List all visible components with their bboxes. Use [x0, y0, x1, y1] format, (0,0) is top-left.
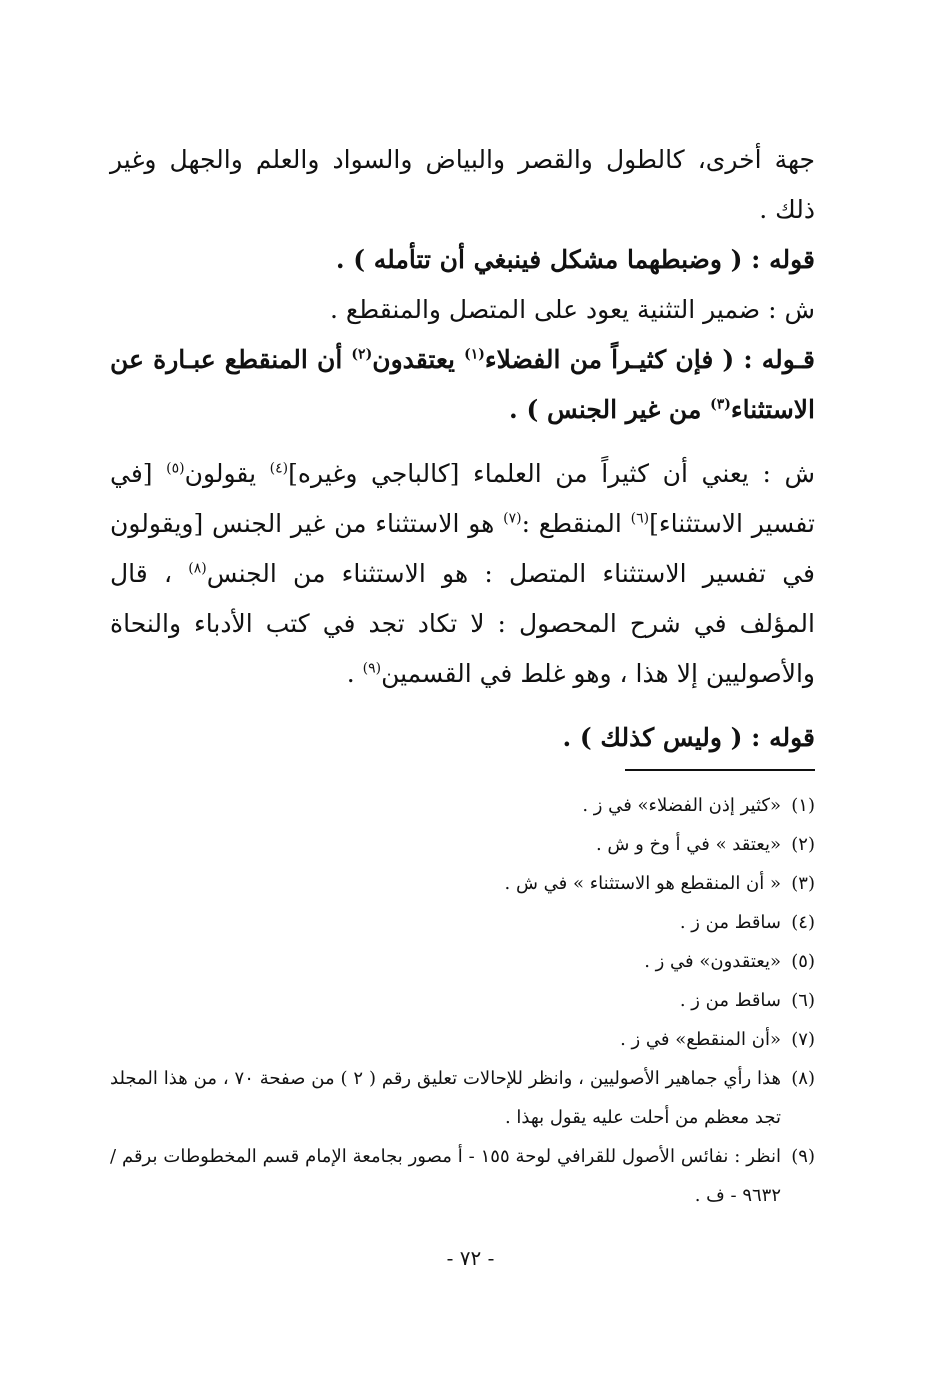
footnote-text: «يعتقد » في أ وخ و ش . [595, 834, 781, 855]
footnote-number: (٦) [791, 990, 815, 1011]
footnote-ref-4: (٤) [269, 460, 289, 477]
footnote-text: ساقط من ز . [679, 990, 781, 1011]
footnote-8 [110, 1059, 815, 1137]
footnote-7 [110, 1020, 815, 1059]
footnote-3 [110, 864, 815, 903]
footnote-ref-6: (٦) [630, 510, 650, 527]
quote-paragraph-4 [110, 335, 815, 435]
footnote-ref-9: (٩) [362, 660, 382, 677]
p5-text-c: [في تفسير الاستثناء] [110, 459, 815, 538]
footnote-text: «كثير إذن الفضلاء» في ز . [582, 795, 781, 816]
footnote-ref-5: (٥) [166, 460, 185, 477]
footnotes-list [110, 786, 815, 1215]
footnote-text: انظر : نفائس الأصول للقرافي لوحة ١٥٥ - أ مصور بجامعة الإمام قسم المخطوطات برقم / ٩٦٣٢ - ف . [110, 1146, 781, 1206]
main-text [110, 135, 815, 763]
p4-text-d: من غير الجنس ) . [509, 395, 711, 424]
footnote-ref-3: (٣) [710, 396, 731, 413]
footnote-text: «يعتقدون» في ز . [644, 951, 781, 972]
p4-text-c: أن المنقطع عبـارة عن الاستثناء [110, 345, 815, 424]
footnote-ref-2: (٢) [351, 346, 373, 363]
page-number: - ٧٢ - [446, 1246, 495, 1270]
footnote-number: (١) [791, 795, 815, 816]
p4-text-b: يعتقدون [372, 345, 465, 374]
quote-heading-1: قوله : ( وضبطهما مشكل فينبغي أن تتأمله ) . [335, 245, 815, 274]
p5-text-b: يقولون [184, 459, 270, 488]
paragraph-1: جهة أخرى، كالطول والقصر والبياض والسواد والعلم والجهل وغير ذلك . [110, 145, 815, 224]
footnote-text: « أن المنقطع هو الاستثناء » في ش . [504, 873, 781, 894]
footnote-ref-8: (٨) [188, 560, 207, 577]
footnote-5 [110, 942, 815, 981]
p4-text-a: قـوله : ( فإن كثيـراً من الفضلاء [484, 345, 815, 374]
footnote-number: (٥) [791, 951, 815, 972]
footnote-number: (٢) [791, 834, 815, 855]
footnote-separator [625, 769, 815, 771]
p5-text-a: ش : يعني أن كثيراً من العلماء [كالباجي وغيره] [288, 459, 816, 488]
footnote-number: (٩) [791, 1146, 815, 1167]
footnote-1 [110, 786, 815, 825]
p5-text-d: المنقطع : [521, 509, 631, 538]
footnote-text: هذا رأي جماهير الأصوليين ، وانظر للإحالات تعليق رقم ( ٢ ) من صفحة ٧٠ ، من هذا المجلد تجد معظم من أحلت عليه يقول بهذا . [110, 1068, 781, 1128]
paragraph-5 [110, 449, 815, 699]
footnote-2 [110, 825, 815, 864]
footnote-4 [110, 903, 815, 942]
quote-heading-6: قوله : ( وليس كذلك ) . [562, 723, 815, 752]
footnote-6 [110, 981, 815, 1020]
footnote-text: ساقط من ز . [679, 912, 781, 933]
footnote-ref-7: (٧) [503, 510, 522, 527]
p5-text-g: . [346, 659, 363, 688]
p5-text-f: ، قال المؤلف في شرح المحصول : لا تكاد تجد في كتب الأدباء والنحاة والأصوليين إلا هذا ، وهو غلط في القسمين [110, 559, 815, 688]
footnote-ref-1: (١) [464, 346, 485, 363]
p5-text-e: هو الاستثناء من غير الجنس [ويقولون في تفسير الاستثناء المتصل : هو الاستثناء من الجنس [110, 509, 815, 588]
footnote-number: (٧) [791, 1029, 815, 1050]
footnote-number: (٣) [791, 873, 815, 894]
footnote-9 [110, 1137, 815, 1215]
footnote-text: «أن المنقطع» في ز . [620, 1029, 781, 1050]
paragraph-3: ش : ضمير التثنية يعود على المتصل والمنقطع . [330, 295, 815, 324]
footnote-number: (٨) [791, 1068, 815, 1089]
footnote-number: (٤) [791, 912, 815, 933]
